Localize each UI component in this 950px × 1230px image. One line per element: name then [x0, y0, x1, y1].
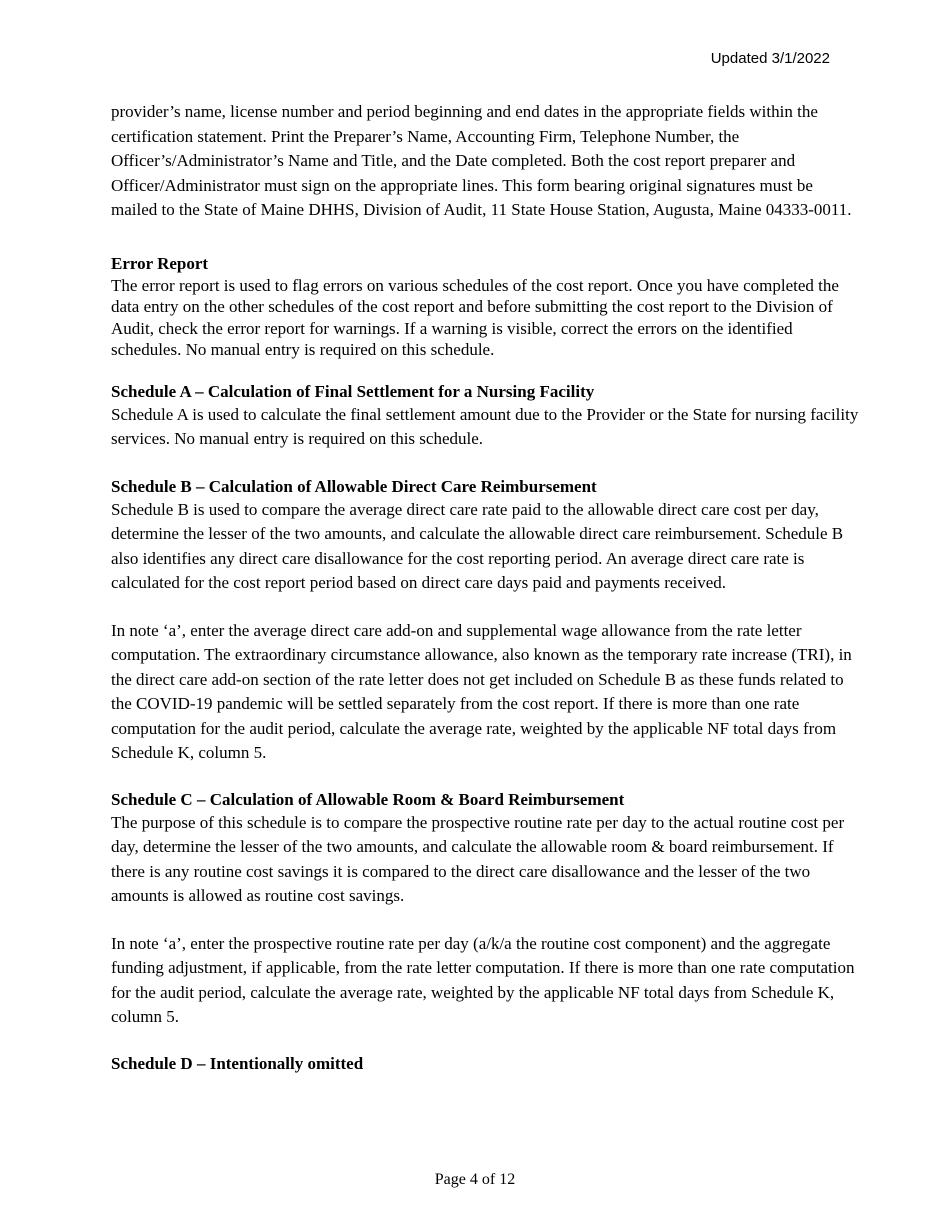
updated-date: Updated 3/1/2022 — [710, 50, 830, 67]
page-number: Page 4 of 12 — [434, 1171, 516, 1188]
schedule-b-paragraph-2: In note ‘a’, enter the average direct care add-on and supplemental wage allowance from the rate letter computation. The extraordinary circumstance allowance, also known as the temporary rate increase (TRI), in the direct care add-on section of the rate letter does not get included on Schedule B as these funds related to the COVID-19 pandemic will be settled separately from the cost report. If there is more than one rate computation for the audit period, calculate the average rate, weighted by the applicable NF total days from Schedule K, column 5. — [111, 620, 852, 762]
schedule-b-heading: Schedule B – Calculation of Allowable Direct Care Reimbursement — [111, 476, 597, 496]
schedule-c-paragraph-1: The purpose of this schedule is to compare the prospective routine rate per day to the actual routine cost per day, determine the lesser of the two amounts, and calculate the allowable room & board reimbursement. If there is any routine cost savings it is compared to the direct care disallowance and the lesser of the two amounts is allowed as routine cost savings. — [111, 812, 845, 905]
document-body — [111, 100, 861, 1075]
certification-paragraph: provider’s name, license number and period beginning and end dates in the appropriate fields within the certification statement. Print the Preparer’s Name, Accounting Firm, Telephone Number, the Officer’s/Administrator’s Name and Title, and the Date completed. Both the cost report preparer and Officer/Administrator must sign on the appropriate lines. This form bearing original signatures must be mailed to the State of Maine DHHS, Division of Audit, 11 State House Station, Augusta, Maine 04333-0011. — [111, 102, 852, 219]
schedule-a-heading: Schedule A – Calculation of Final Settlement for a Nursing Facility — [111, 381, 595, 401]
error-report-heading: Error Report — [111, 253, 209, 273]
schedule-a-paragraph: Schedule A is used to calculate the final settlement amount due to the Provider or the State for nursing facility services. No manual entry is required on this schedule. — [111, 404, 859, 448]
schedule-d-heading: Schedule D – Intentionally omitted — [111, 1053, 364, 1073]
schedule-c-heading: Schedule C – Calculation of Allowable Room & Board Reimbursement — [111, 789, 625, 809]
error-report-paragraph: The error report is used to flag errors on various schedules of the cost report. Once you have completed the data entry on the other schedules of the cost report and before submitting the cost report to the Division of Audit, check the error report for warnings. If a warning is visible, correct the errors on the identified schedules. No manual entry is required on this schedule. — [111, 275, 839, 359]
schedule-c-paragraph-2: In note ‘a’, enter the prospective routine rate per day (a/k/a the routine cost component) and the aggregate funding adjustment, if applicable, from the rate letter computation. If there is more than one rate computation for the audit period, calculate the average rate, weighted by the applicable NF total days from Schedule K, column 5. — [111, 933, 855, 1026]
schedule-b-paragraph-1: Schedule B is used to compare the average direct care rate paid to the allowable direct care cost per day, determine the lesser of the two amounts, and calculate the allowable direct care reimbursement. Schedule B also identifies any direct care disallowance for the cost reporting period. An average direct care rate is calculated for the cost report period based on direct care days paid and payments received. — [111, 499, 844, 592]
